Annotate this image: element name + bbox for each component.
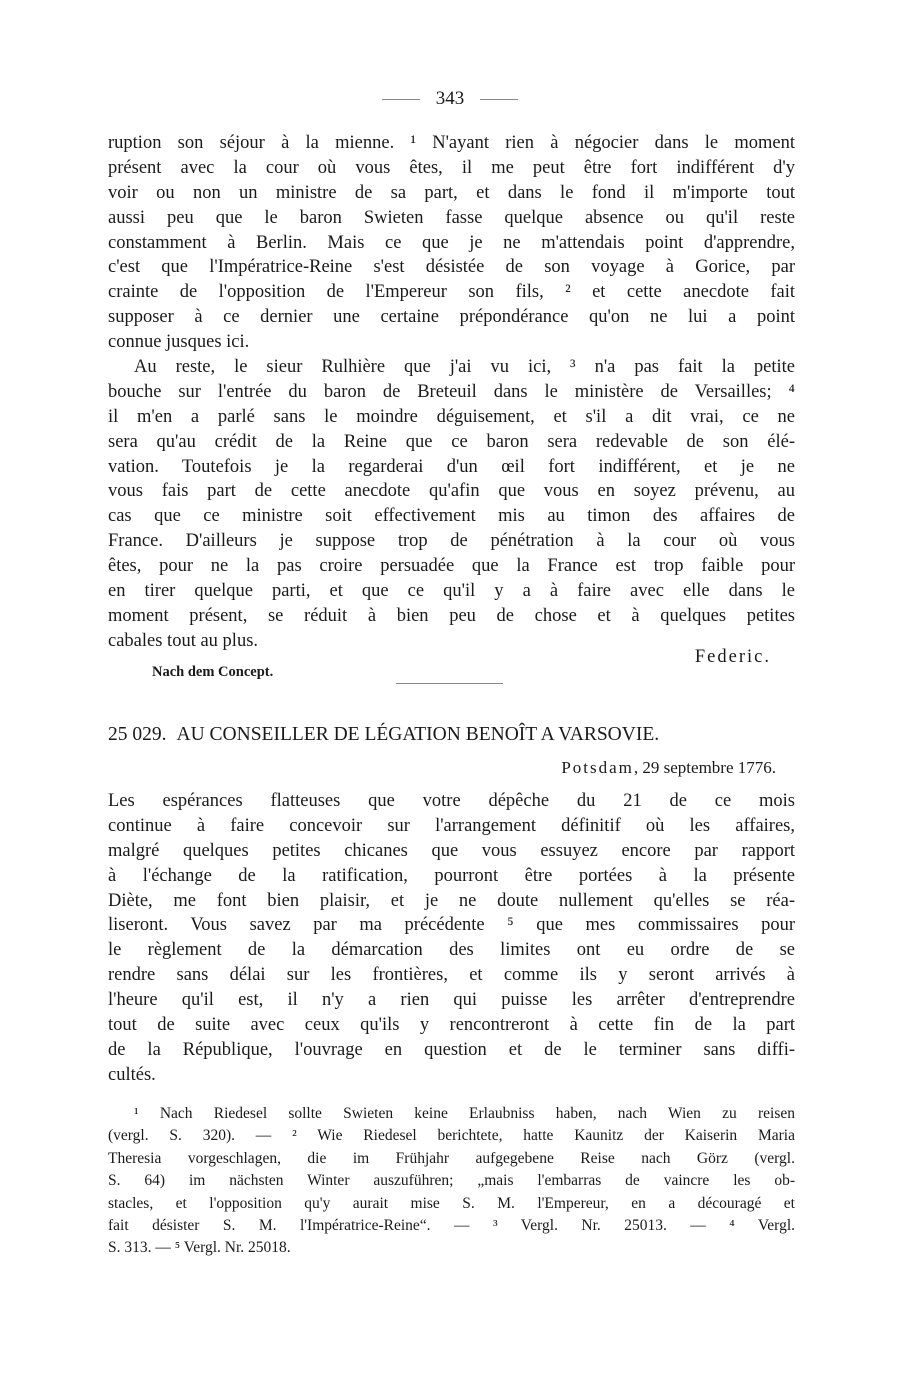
text-line: cas que ce ministre soit effectivement mis au timon des affaires de — [108, 506, 795, 527]
text-line: Diète, me font bien plaisir, et je ne doute nullement qu'elles se réa- — [108, 890, 795, 911]
footnote-line: S. 64) im nächsten Winter auszuführen; „mais l'embarras de vaincre les ob- — [108, 1172, 795, 1190]
text-line: ruption son séjour à la mienne. ¹ N'ayant rien à négocier dans le moment — [108, 133, 795, 153]
footnote-line: stacles, et l'opposition qu'y aurait mise S. M. l'Empereur, en a découragé et — [108, 1194, 795, 1212]
letter-number: 25 029. — [108, 724, 167, 745]
footnote-line: (vergl. S. 320). — ² Wie Riedesel berichtete, hatte Kaunitz der Kaiserin Maria — [108, 1127, 795, 1145]
text-line: voir ou non un ministre de sa part, et dans le fond il m'importe tout — [108, 182, 795, 203]
text-line: tout de suite avec ceux qu'ils y rencontreront à cette fin de la part — [108, 1015, 795, 1036]
text-line: malgré quelques petites chicanes que vous essuyez encore par rapport — [108, 840, 795, 861]
text-line: cabales tout au plus. — [108, 630, 259, 651]
text-line: sera qu'au crédit de la Reine que ce baron sera redevable de son élé- — [108, 431, 795, 452]
text-line: connue jusques ici. — [108, 332, 250, 353]
text-line: c'est que l'Impératrice-Reine s'est désistée de son voyage à Gorice, par — [108, 257, 795, 278]
source-note: Nach dem Concept. — [152, 664, 274, 680]
text-line: bouche sur l'entrée du baron de Breteuil dans le ministère de Versailles; ⁴ — [108, 381, 795, 402]
text-line: aussi peu que le baron Swieten fasse quelque absence ou qu'il reste — [108, 207, 795, 228]
text-line: le règlement de la démarcation des limites ont eu ordre de se — [108, 940, 795, 961]
footnote-line: Theresia vorgeschlagen, die im Frühjahr aufgegebene Reise nach Görz (vergl. — [108, 1149, 795, 1167]
letter-title: AU CONSEILLER DE LÉGATION BENOÎT A VARSOVIE. — [176, 724, 660, 745]
dateline-date: , 29 septembre 1776. — [633, 758, 776, 777]
text-line: vation. Toutefois je la regarderai d'un œil fort indifférent, et je ne — [108, 456, 795, 477]
dateline — [561, 758, 776, 778]
text-line: en tirer quelque parti, et que ce qu'il y a à faire avec elle dans le — [108, 581, 795, 602]
text-line: vous fais part de cette anecdote qu'afin que vous en soyez prévenu, au — [108, 481, 795, 502]
text-line: présent avec la cour où vous êtes, il me peut être fort indifférent d'y — [108, 157, 795, 178]
signature: Federic. — [694, 647, 771, 667]
text-line: Au reste, le sieur Rulhière que j'ai vu ici, ³ n'a pas fait la petite — [134, 357, 795, 378]
text-line: il m'en a parlé sans le moindre déguisement, et s'il a dit vrai, ce ne — [108, 406, 795, 427]
text-line: supposer à ce dernier une certaine prépondérance qu'on ne lui a point — [108, 307, 795, 328]
footnotes — [108, 1103, 795, 1260]
text-line: crainte de l'opposition de l'Empereur son fils, ² et cette anecdote fait — [108, 282, 795, 303]
page-number: 343 — [435, 88, 465, 109]
text-line: moment présent, se réduit à bien peu de chose et à quelques petites — [108, 605, 795, 626]
text-line: continue à faire concevoir sur l'arrangement définitif où les affaires, — [108, 815, 795, 836]
dateline-place: Potsdam — [561, 758, 634, 777]
header-rule-left — [382, 99, 420, 100]
text-line: l'heure qu'il est, il n'y a rien qui puisse les arrêter d'entreprendre — [108, 990, 795, 1011]
letter-heading — [108, 724, 795, 746]
text-line: cultés. — [108, 1064, 156, 1085]
page-header — [0, 88, 900, 110]
text-line: de la République, l'ouvrage en question et de le terminer sans diffi- — [108, 1039, 795, 1060]
text-line: liseront. Vous savez par ma précédente ⁵ que mes commissaires pour — [108, 915, 795, 936]
footnote-line: fait désister S. M. l'Impératrice-Reine“. — ³ Vergl. Nr. 25013. — ⁴ Vergl. — [108, 1216, 795, 1234]
letter2-body — [108, 789, 795, 1088]
text-line: rendre sans délai sur les frontières, et comme ils y seront arrivés à — [108, 965, 795, 986]
text-line: constamment à Berlin. Mais ce que je ne m'attendais point d'apprendre, — [108, 232, 795, 253]
footnote-line: S. 313. — ⁵ Vergl. Nr. 25018. — [108, 1239, 291, 1257]
letter1-body — [108, 131, 795, 654]
text-line: France. D'ailleurs je suppose trop de pénétration à la cour où vous — [108, 531, 795, 552]
header-rule-right — [480, 99, 518, 100]
footnote-line: ¹ Nach Riedesel sollte Swieten keine Erlaubniss haben, nach Wien zu reisen — [134, 1105, 795, 1122]
text-line: êtes, pour ne la pas croire persuadée que la France est trop faible pour — [108, 556, 795, 577]
text-line: Les espérances flatteuses que votre dépêche du 21 de ce mois — [108, 791, 795, 811]
text-line: à l'échange de la ratification, pourront être portées à la présente — [108, 865, 795, 886]
section-divider — [396, 683, 503, 684]
